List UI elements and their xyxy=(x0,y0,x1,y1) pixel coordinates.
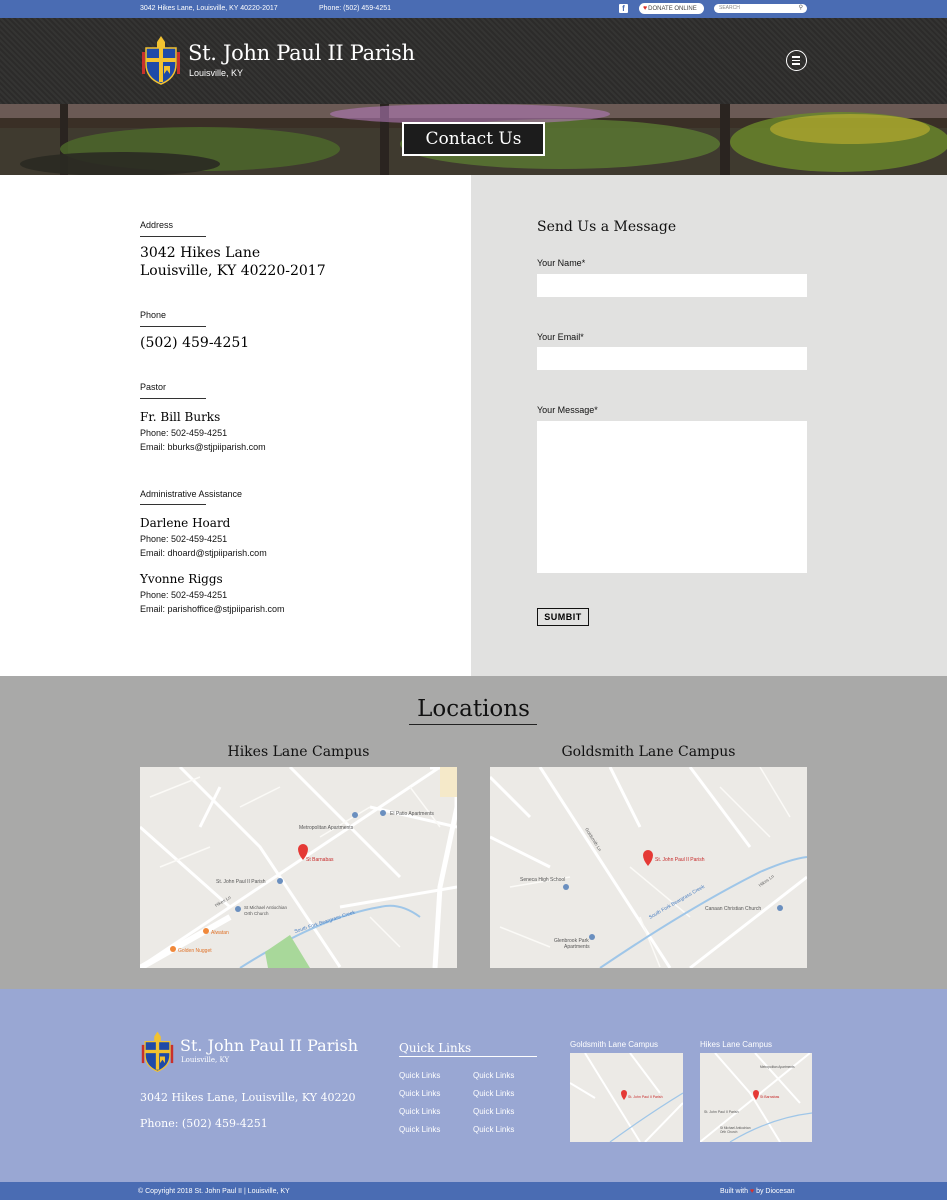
quick-link[interactable]: Quick Links xyxy=(399,1125,441,1134)
map1-metro-label: Metropolitan Apartments xyxy=(299,825,354,831)
quick-link[interactable]: Quick Links xyxy=(473,1125,515,1134)
search-icon[interactable]: ⚲ xyxy=(798,5,803,11)
footer-hikes-map[interactable] xyxy=(700,1053,812,1142)
goldsmith-campus-title: Goldsmith Lane Campus xyxy=(561,744,736,760)
footer-title[interactable]: St. John Paul II Parish xyxy=(180,1036,358,1055)
map1-patio-label: El Patio Apartments xyxy=(390,811,434,817)
phone-value[interactable]: (502) 459-4251 xyxy=(140,335,250,351)
footer-subtitle: Louisville, KY xyxy=(181,1056,230,1064)
footer-map2-parish-label: St. John Paul II Parish xyxy=(704,1110,739,1114)
locations-divider xyxy=(409,724,537,725)
built-prefix: Built with xyxy=(720,1188,749,1195)
admin2-name: Yvonne Riggs xyxy=(140,572,223,586)
parish-crest-logo[interactable] xyxy=(140,34,182,86)
footer-address: 3042 Hikes Lane, Louisville, KY 40220 xyxy=(140,1091,356,1104)
map1-parish-label: St. John Paul II Parish xyxy=(216,879,266,885)
footer-goldsmith-map[interactable] xyxy=(570,1053,683,1142)
admin1-email[interactable]: Email: dhoard@stjpiiparish.com xyxy=(140,548,267,558)
footer-crest-logo[interactable] xyxy=(140,1030,175,1073)
pastor-name: Fr. Bill Burks xyxy=(140,410,221,424)
search-input[interactable] xyxy=(714,4,807,13)
name-field-label: Your Name* xyxy=(537,258,586,268)
admin1-name: Darlene Hoard xyxy=(140,516,231,530)
site-subtitle: Louisville, KY xyxy=(189,68,244,78)
hikes-campus-map[interactable] xyxy=(140,767,457,968)
heart-icon: ♥ xyxy=(643,5,648,12)
quick-link[interactable]: Quick Links xyxy=(473,1089,515,1098)
hamburger-menu-icon[interactable] xyxy=(786,50,807,71)
map2-hikes-label: Hikes Ln xyxy=(757,873,775,888)
top-phone[interactable]: Phone: (502) 459-4251 xyxy=(319,5,391,12)
facebook-icon[interactable]: f xyxy=(619,4,628,13)
hikes-campus-title: Hikes Lane Campus xyxy=(227,744,370,760)
phone-label: Phone xyxy=(140,310,167,320)
map2-goldsmith-label: Goldsmith Ln xyxy=(584,826,603,853)
map1-creek-label: South Fork Beargrass Creek xyxy=(293,909,356,935)
pastor-label: Pastor xyxy=(140,382,167,392)
name-field[interactable] xyxy=(537,274,807,297)
footer-map2-church-label: St Michael Antiochian xyxy=(720,1126,751,1130)
map1-church-label-2: Orth Church xyxy=(244,911,269,916)
footer-map2-church-label-2: Orth Church xyxy=(720,1130,738,1134)
address-label: Address xyxy=(140,220,174,230)
top-address: 3042 Hikes Lane, Louisville, KY 40220-2017 xyxy=(140,5,278,12)
form-title: Send Us a Message xyxy=(537,219,677,235)
email-field-label: Your Email* xyxy=(537,332,584,342)
admin1-phone: Phone: 502-459-4251 xyxy=(140,534,228,544)
address-line-2: Louisville, KY 40220-2017 xyxy=(140,263,326,279)
quick-link[interactable]: Quick Links xyxy=(399,1071,441,1080)
pastor-phone: Phone: 502-459-4251 xyxy=(140,428,228,438)
admin-label: Administrative Assistance xyxy=(140,489,243,499)
donate-online-button[interactable] xyxy=(639,3,704,14)
locations-title: Locations xyxy=(417,696,530,722)
map2-creek-label: South Fork Beargrass Creek xyxy=(648,883,706,921)
map1-nugget-label: Golden Nugget xyxy=(178,948,212,954)
goldsmith-campus-map[interactable] xyxy=(490,767,807,968)
contact-us-heading: Contact Us xyxy=(402,122,545,156)
address-divider xyxy=(140,236,206,237)
footer-map2-metro-label: Metropolitan Apartments xyxy=(760,1065,795,1069)
quick-link[interactable]: Quick Links xyxy=(399,1089,441,1098)
footer-goldsmith-map-title: Goldsmith Lane Campus xyxy=(570,1040,659,1049)
map2-glenbrook-label: Glenbrook Park xyxy=(554,938,589,944)
map1-alwatan-label: Alwatan xyxy=(211,930,229,936)
bottom-bar xyxy=(0,1182,947,1200)
map2-school-label: Seneca High School xyxy=(520,877,566,883)
quick-links-title: Quick Links xyxy=(399,1041,472,1055)
footer-map2-pin-label: St Barnabas xyxy=(760,1095,780,1099)
copyright-text: © Copyright 2018 St. John Paul II | Louisville, KY xyxy=(138,1188,290,1195)
footer-goldsmith-map-graphic xyxy=(570,1053,683,1142)
address-line-1: 3042 Hikes Lane xyxy=(140,245,261,261)
footer-map1-pin-label: St. John Paul II Parish xyxy=(628,1095,663,1099)
message-field[interactable] xyxy=(537,421,807,573)
quick-link[interactable]: Quick Links xyxy=(399,1107,441,1116)
hero-banner xyxy=(0,104,947,175)
map1-church-label: St Michael Antiochian xyxy=(244,905,288,910)
admin2-phone: Phone: 502-459-4251 xyxy=(140,590,228,600)
pastor-email[interactable]: Email: bburks@stjpiiparish.com xyxy=(140,442,266,452)
site-title[interactable]: St. John Paul II Parish xyxy=(188,41,415,65)
goldsmith-map-graphic xyxy=(490,767,807,968)
quick-links-divider xyxy=(399,1056,537,1057)
email-field[interactable] xyxy=(537,347,807,370)
search-placeholder: SEARCH xyxy=(719,5,740,11)
map2-canaan-label: Canaan Christian Church xyxy=(705,906,762,912)
site-header xyxy=(0,18,947,104)
message-field-label: Your Message* xyxy=(537,405,598,415)
quick-link[interactable]: Quick Links xyxy=(473,1107,515,1116)
footer-hikes-map-graphic xyxy=(700,1053,812,1142)
built-suffix: by Diocesan xyxy=(756,1188,795,1195)
admin2-email[interactable]: Email: parishoffice@stjpiiparish.com xyxy=(140,604,285,614)
footer-hikes-map-title: Hikes Lane Campus xyxy=(700,1040,773,1049)
footer-phone[interactable]: Phone: (502) 459-4251 xyxy=(140,1117,268,1130)
map1-hikes-label: Hikes Ln xyxy=(214,894,232,908)
map1-pin-label: St Barnabas xyxy=(306,857,334,863)
admin-divider xyxy=(140,504,206,505)
donate-label: DONATE ONLINE xyxy=(648,6,697,12)
quick-link[interactable]: Quick Links xyxy=(473,1071,515,1080)
submit-button[interactable]: SUMBIT xyxy=(537,608,589,626)
map2-pin-label: St. John Paul II Parish xyxy=(655,857,705,863)
top-bar xyxy=(0,0,947,18)
phone-divider xyxy=(140,326,206,327)
pastor-divider xyxy=(140,398,206,399)
built-with-credit[interactable] xyxy=(720,1188,795,1195)
hikes-map-graphic xyxy=(140,767,457,968)
map2-glenbrook-label-2: Apartments xyxy=(564,944,590,950)
heart-icon: ♥ xyxy=(749,1188,755,1195)
